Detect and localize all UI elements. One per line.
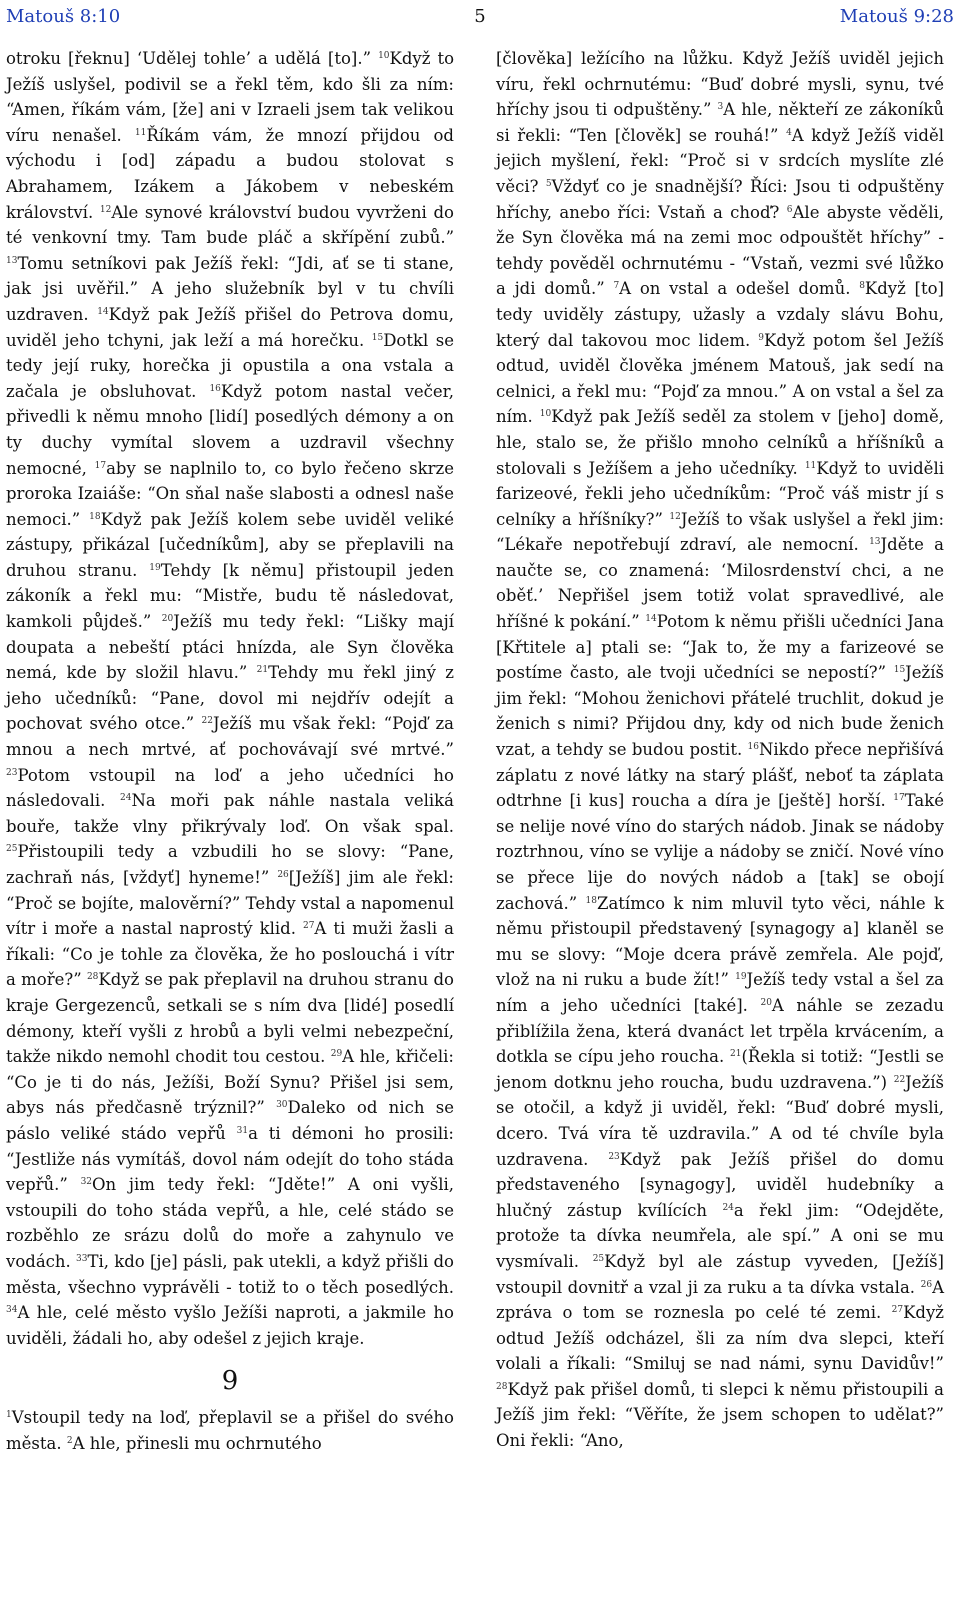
verse-number: 18 xyxy=(585,895,597,906)
verse-text: [Ježíš] jim ale řekl: “Proč se bojíte, malověrní?” Tehdy vstal a napomenul vítr i moře a nastal naprostý klid. xyxy=(6,868,454,939)
verse-text: Když potom nastal večer, přivedli k němu mnoho [lidí] posedlých démony a on ty duchy vymítal slovem a uzdravil všechny nemocné, xyxy=(6,381,454,478)
verse-number: 13 xyxy=(869,537,881,548)
verse-text: Dotkl se tedy její ruky, horečka ji opustila a ona vstala a začala je obsluhovat. xyxy=(6,330,454,401)
verse-text: Přistoupili tedy a vzbudili ho se slovy: “Pane, zachraň nás, [vždyť] hyneme!” xyxy=(6,842,454,887)
verse-number: 6 xyxy=(786,204,793,215)
verse-text: Když odtud Ježíš odcházel, šli za ním dva slepci, kteří volali a říkali: “Smiluj se nad námi, synu Davidův!” xyxy=(496,1303,944,1374)
verse-text: Když to uviděli farizeové, řekli jeho učedníkům: “Proč váš mistr jí s celníky a hříšníky?” xyxy=(496,458,944,529)
verse-text: Také se nelije nové víno do starých nádob. Jinak se nádoby roztrhnou, víno se vylije a nádoby se zničí. Nové víno se přece lije do nových nádob a [tak] se obojí zachová.” xyxy=(496,791,944,913)
verse-text: Jděte a naučte se, co znamená: ‘Milosrdenství chci, a ne oběť.’ Nepřišel jsem totiž volat spravedlivé, ale hříšné k pokání.” xyxy=(496,535,945,632)
verse-number: 15 xyxy=(893,665,906,676)
verse-text: A hle, celé město vyšlo Ježíši naproti, a jakmile ho uviděli, žádali ho, aby odešel z jejich kraje. xyxy=(6,1303,454,1348)
verse-text: Když pak Ježíš seděl za stolem v [jeho] domě, hle, stalo se, že přišlo mnoho celníků a hříšníků a stolovali s Ježíšem a jeho učedníky. xyxy=(496,407,945,478)
verse-number: 31 xyxy=(236,1125,249,1136)
verse-number: 16 xyxy=(747,742,759,753)
verse-text: Tomu setníkovi pak Ježíš řekl: “Jdi, ať se ti stane, jak jsi uvěřil.” A jeho služebník byl v tu chvíli uzdraven. xyxy=(6,253,454,324)
verse-number: 22 xyxy=(893,1074,906,1085)
verse-number: 4 xyxy=(786,127,792,138)
verse-text: Ježíš to však uslyšel a řekl jim: “Lékaře nepotřebují zdraví, ale nemocní. xyxy=(496,509,945,555)
verse-number: 25 xyxy=(592,1253,605,1264)
verse-number: 12 xyxy=(669,511,681,522)
verse-number: 19 xyxy=(735,972,747,983)
verse-number: 19 xyxy=(149,562,161,573)
verse-text: Na moři pak náhle nastala veliká bouře, takže vlny přikrývaly loď. On však spal. xyxy=(6,791,455,836)
verse-text: A hle, někteří ze zákoníků si řekli: “Ten [člověk] se rouhá!” xyxy=(496,100,944,145)
verse-text: A hle, křičeli: “Co je ti do nás, Ježíši, Boží Synu? Přišel jsi sem, abys nás předčasně trýznil?” xyxy=(6,1047,454,1118)
verse-number: 14 xyxy=(645,614,657,625)
verse-text: Vstoupil tedy na loď, přeplavil se a přišel do svého města. xyxy=(6,1408,454,1453)
verse-number: 25 xyxy=(6,844,18,855)
verse-number: 23 xyxy=(6,767,18,778)
verse-text: a řekl jim: “Odejděte, protože ta dívka neumřela, ale spí.” A oni se mu vysmívali. xyxy=(496,1200,944,1271)
verse-text: Když to Ježíš uslyšel, podivil se a řekl těm, kdo šli za ním: “Amen, říkám vám, [že] ani v Izraeli jsem tak velikou víru nenašel. xyxy=(6,49,455,145)
verse-text: Tehdy mu řekl jiný z jeho učedníků: “Pane, dovol mi nejdřív odejít a pochovat svého otce.” xyxy=(6,663,454,734)
page-header xyxy=(6,6,954,32)
verse-number: 20 xyxy=(760,997,772,1008)
verse-number: 3 xyxy=(717,102,724,113)
verse-text: Ježíš mu však řekl: “Pojď za mnou a nech mrtvé, ať pochovávají své mrtvé.” xyxy=(6,714,455,760)
verse-text: Když se pak přeplavil na druhou stranu do kraje Gergezenců, setkali se s ním dva [lidé] posedlí démony, kteří vyšli z hrobů a byli velmi nebezpeční, takže nikdo nemohl chodit tou cestou. xyxy=(6,970,454,1067)
verse-number: 17 xyxy=(893,793,905,804)
verse-number: 23 xyxy=(608,1151,620,1162)
verse-number: 33 xyxy=(76,1253,88,1264)
chapter-9-paragraph xyxy=(6,1405,454,1456)
verse-text: Když [to] tedy uviděly zástupy, užasly a vzdaly slávu Bohu, který dal takovou moc lidem. xyxy=(496,279,944,350)
verse-text: Ale abyste věděli, že Syn člověka má na zemi moc odpouštět hříchy” - tehdy pověděl ochrnutému - “Vstaň, vezmi své lůžko a jdi domů.” xyxy=(496,202,944,299)
header-right-reference[interactable]: Matouš 9:28 xyxy=(839,6,954,27)
left-column xyxy=(6,46,454,1456)
verse-text: Říkám vám, že mnozí přijdou od východu i [od] západu a budou stolovat s Abrahamem, Izákem a Jákobem v nebeském království. xyxy=(6,125,454,222)
verse-number: 1 xyxy=(6,1410,12,1421)
verse-number: 15 xyxy=(371,332,384,343)
chapter-heading: 9 xyxy=(221,1366,239,1397)
verse-number: 21 xyxy=(256,665,269,676)
verse-number: 17 xyxy=(94,460,107,471)
verse-number: 30 xyxy=(276,1100,288,1111)
verse-number: 26 xyxy=(277,870,289,880)
verse-text: a ti démoni ho prosili: “Jestliže nás vymítáš, dovol nám odejít do toho stáda vepřů.” xyxy=(6,1123,454,1195)
chapter-8-paragraph xyxy=(6,46,454,1351)
verse-text: Tehdy [k němu] přistoupil jeden zákoník a řekl mu: “Mistře, budu tě následovat, kamkoli půjdeš.” xyxy=(6,560,454,632)
verse-text: aby se naplnilo to, co bylo řečeno skrze proroka Izaiáše: “On sňal naše slabosti a odnesl naše nemoci.” xyxy=(6,458,454,529)
verse-number: 24 xyxy=(120,793,132,804)
verse-text: Zatímco k nim mluvil tyto věci, náhle k němu přistoupil představený [synagogy a] klaněl se mu se slovy: “Moje dcera právě zemřela. Ale pojď, vlož na ni ruku a bude žít!” xyxy=(496,893,944,990)
verse-number: 28 xyxy=(86,972,99,983)
verse-number: 27 xyxy=(891,1305,904,1316)
verse-number: 24 xyxy=(722,1202,734,1213)
verse-number: 10 xyxy=(378,51,390,61)
verse-number: 5 xyxy=(545,178,552,189)
right-column xyxy=(496,46,944,1454)
verse-number: 32 xyxy=(80,1177,93,1188)
verse-number: 27 xyxy=(302,921,315,932)
verse-number: 12 xyxy=(99,204,112,215)
verse-text: Nikdo přece nepřišívá záplatu z nové látky na starý plášť, neboť ta záplata odtrhne [i kus] roucha a díra je [ještě] horší. xyxy=(496,740,944,811)
verse-text: Potom k němu přišli učedníci Jana [Křtitele a] ptali se: “Jak to, že my a farizeové se postíme často, ale tvoji učedníci se nepostí?” xyxy=(496,612,944,683)
verse-text: Když pak přišel domů, ti slepci k němu přistoupili a Ježíš jim řekl: “Věříte, že jsem schopen to udělat?” Oni řekli: “Ano, xyxy=(496,1379,944,1451)
verse-text: Ježíš tedy vstal a šel za ním a jeho učedníci [také]. xyxy=(496,970,945,1015)
verse-text: A náhle se zezadu přiblížila žena, která dvanáct let trpěla krvácením, a dotkla se cípu jeho roucha. xyxy=(496,995,944,1067)
verse-number: 7 xyxy=(613,281,620,292)
verse-text: Ti, kdo [je] pásli, pak utekli, a když přišli do města, všechno vyprávěli - totiž to o těch posedlých. xyxy=(6,1251,454,1297)
verse-text: Když pak Ježíš přišel do domu představeného [synagogy], uviděl hudebníky a hlučný zástup kvílících xyxy=(496,1149,944,1220)
verse-text: otroku [řeknu] ‘Udělej tohle’ a udělá [to].” xyxy=(6,49,379,68)
verse-number: 26 xyxy=(920,1279,933,1290)
verse-text: A on vstal a odešel domů. xyxy=(619,279,860,299)
verse-number: 8 xyxy=(859,281,865,292)
verse-text: A zpráva o tom se roznesla po celé té zemi. xyxy=(496,1277,944,1323)
verse-number: 11 xyxy=(134,127,147,138)
verse-number: 13 xyxy=(6,255,18,266)
verse-text: Vždyť co je snadnější? Říci: Jsou ti odpuštěny hříchy, anebo říci: Vstaň a choď? xyxy=(496,176,944,222)
header-left-reference[interactable]: Matouš 8:10 xyxy=(6,6,121,27)
verse-text: A když Ježíš viděl jejich myšlení, řekl: “Proč si v srdcích myslíte zlé věci? xyxy=(496,125,944,196)
verse-text: Ježíš mu tedy řekl: “Lišky mají doupata a nebeští ptáci hnízda, ale Syn člověka nemá, kde by složil hlavu.” xyxy=(6,612,454,683)
right-column-paragraph xyxy=(496,46,944,1454)
verse-text: Když byl ale zástup vyveden, [Ježíš] vstoupil dovnitř a vzal ji za ruku a ta dívka vstala. xyxy=(496,1251,944,1297)
verse-text: Ale synové království budou vyvrženi do té venkovní tmy. Tam bude pláč a skřípění zubů.” xyxy=(6,202,454,248)
verse-number: 2 xyxy=(66,1435,73,1446)
verse-text: [člověka] ležícího na lůžku. Když Ježíš uviděl jejich víru, řekl ochrnutému: “Buď dobré mysli, synu, tvé hříchy jsou ti odpuštěny.” xyxy=(496,49,944,120)
verse-text: A ti muži žasli a říkali: “Co je tohle za člověka, že ho poslouchá i vítr a moře?” xyxy=(6,919,454,990)
verse-text: Ježíš jim řekl: “Mohou ženichovi přátelé truchlit, dokud je ženich s nimi? Přijdou dny, kdy od nich bude ženich vzat, a tehdy se budou postit. xyxy=(496,663,944,760)
verse-text: A hle, přinesli mu ochrnutého xyxy=(72,1433,322,1453)
verse-text: (Řekla si totiž: “Jestli se jenom dotknu jeho roucha, budu uzdravena.”) xyxy=(496,1047,945,1092)
verse-text: Když potom šel Ježíš odtud, uviděl člověka jménem Matouš, jak sedí na celnici, a řekl mu: “Pojď za mnou.” A on vstal a šel za ním. xyxy=(496,330,944,427)
verse-number: 28 xyxy=(496,1381,508,1392)
verse-number: 10 xyxy=(539,409,552,420)
verse-number: 22 xyxy=(201,716,213,727)
verse-number: 18 xyxy=(89,511,101,522)
page-number: 5 xyxy=(474,6,486,27)
verse-number: 34 xyxy=(6,1305,18,1316)
verse-text: Když pak Ježíš kolem sebe uviděl veliké zástupy, přikázal [učedníkům], aby se přeplavili na druhou stranu. xyxy=(6,509,455,580)
verse-text: Ježíš se otočil, a když ji uviděl, řekl: “Buď dobré mysli, dcero. Tvá víra tě uzdravila.” A od té chvíle byla uzdravena. xyxy=(496,1072,944,1169)
verse-number: 20 xyxy=(161,614,174,625)
verse-number: 21 xyxy=(730,1049,742,1060)
verse-text: Když pak Ježíš přišel do Petrova domu, uviděl jeho tchyni, jak leží a má horečku. xyxy=(6,304,455,350)
verse-text: Potom vstoupil na loď a jeho učedníci ho následovali. xyxy=(6,765,454,811)
verse-number: 14 xyxy=(97,306,109,317)
verse-text: Daleko od nich se páslo veliké stádo vepřů xyxy=(6,1098,454,1143)
verse-number: 16 xyxy=(209,383,221,394)
verse-number: 9 xyxy=(758,332,764,343)
verse-number: 29 xyxy=(330,1049,343,1060)
verse-text: On jim tedy řekl: “Jděte!” A oni vyšli, vstoupili do toho stáda vepřů, a hle, celé stádo se rozběhlo ze srázu dolů do moře a zahynulo ve vodách. xyxy=(6,1175,454,1271)
verse-number: 11 xyxy=(804,460,817,471)
